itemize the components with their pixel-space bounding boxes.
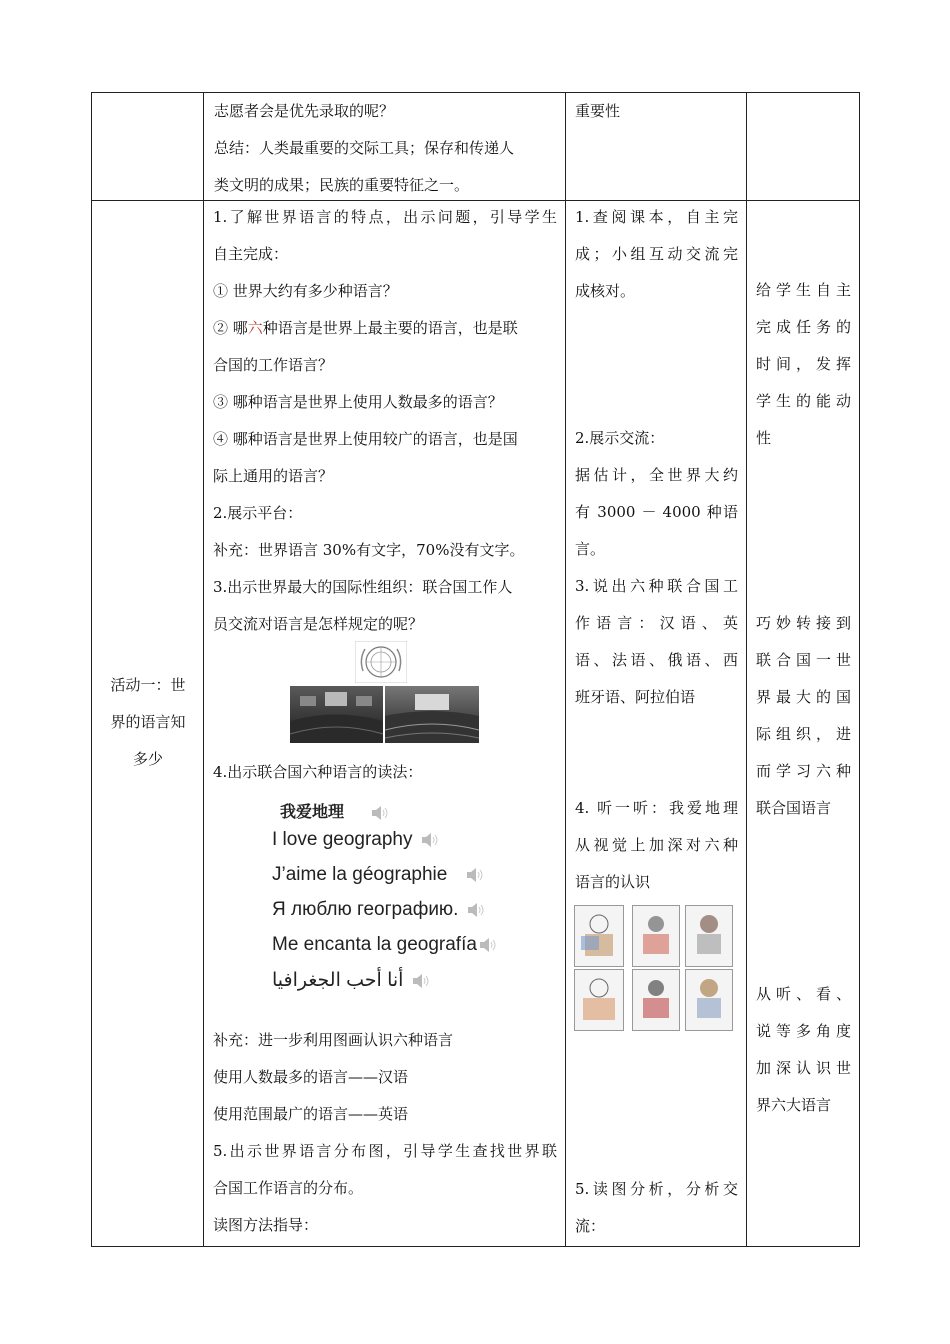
- teacher-activity-cell-3: [213, 1022, 557, 1244]
- text-line: 界的语言知: [110, 713, 186, 731]
- text-fragment: ② 哪: [213, 319, 248, 337]
- design-intent-1: [756, 272, 851, 457]
- text-line: 使用人数最多的语言——汉语: [213, 1068, 409, 1086]
- text-line: 5.读图分析，分析交: [575, 1180, 738, 1198]
- text-line: 从视觉上加深对六种: [575, 836, 738, 854]
- text-line: ④ 哪种语言是世界上使用较广的语言，也是国: [213, 430, 518, 448]
- language-text: Me encanta la geografía: [272, 934, 477, 955]
- speaker-icon[interactable]: [420, 831, 440, 849]
- child-illustration: [685, 905, 733, 967]
- col-divider: [746, 93, 747, 1246]
- text-line: 巧妙转接到: [756, 614, 851, 632]
- text-line: 言。: [575, 540, 606, 558]
- language-text: I love geography: [272, 829, 413, 850]
- text-line: 给学生自主: [756, 281, 851, 299]
- text-line: 而学习六种: [756, 762, 851, 780]
- text-line: 联合国一世: [756, 651, 851, 669]
- language-french: [272, 864, 485, 886]
- text-line: 语、法语、俄语、西: [575, 651, 738, 669]
- text-line: 4. 听一听：我爱地理: [575, 799, 738, 817]
- text-line: 1.查阅课本，自主完: [575, 208, 738, 226]
- speaker-icon[interactable]: [478, 936, 498, 954]
- student-activity-cell-2: [575, 420, 738, 716]
- design-intent-3: [756, 976, 851, 1124]
- text-line: 际组织，进: [756, 725, 851, 743]
- text-line: 界最大的国: [756, 688, 851, 706]
- text-line: 性: [756, 429, 772, 447]
- text-line: 说等多角度: [756, 1022, 851, 1040]
- text-line: 时间，发挥: [756, 355, 851, 373]
- language-text: J’aime la géographie: [272, 864, 448, 885]
- text-fragment: 种语言是世界上最主要的语言，也是联: [262, 319, 518, 337]
- child-illustration: [632, 969, 680, 1031]
- text-line: 合国工作语言的分布。: [213, 1179, 364, 1197]
- language-text: 我爱地理: [280, 804, 345, 821]
- speaker-icon[interactable]: [411, 972, 431, 990]
- speaker-icon[interactable]: [466, 901, 486, 919]
- row1-student-cell: [575, 93, 620, 130]
- text-line: 学生的能动: [756, 392, 851, 410]
- activity-title: [92, 667, 204, 778]
- teacher-activity-cell-2: [213, 754, 557, 791]
- text-line: 重要性: [575, 102, 621, 120]
- language-russian: [272, 899, 486, 921]
- child-illustration: [574, 905, 624, 967]
- text-line: 多少: [132, 750, 163, 768]
- col-divider: [565, 93, 566, 1246]
- un-assembly-photo: [290, 686, 383, 743]
- text-line: 有 3000 － 4000 种语: [575, 503, 738, 521]
- language-text: أنا أحب الجغرافيا: [272, 970, 404, 991]
- text-line: 合国的工作语言？: [213, 356, 334, 374]
- text-line: 自主完成：: [213, 245, 289, 263]
- teacher-activity-cell: [213, 199, 557, 643]
- text-line: 流：: [575, 1217, 606, 1235]
- lesson-plan-table: [91, 92, 860, 1247]
- text-line: 3.出示世界最大的国际性组织：联合国工作人: [213, 578, 513, 596]
- text-line: 语言的认识: [575, 873, 651, 891]
- un-conference-photo: [385, 686, 479, 743]
- text-line: 志愿者会是优先录取的呢？: [214, 102, 395, 120]
- text-line: 3.说出六种联合国工: [575, 577, 738, 595]
- text-line: 班牙语、阿拉伯语: [575, 688, 696, 706]
- student-activity-cell: [575, 199, 738, 310]
- text-line: 总结：人类最重要的交际工具；保存和传递人: [214, 139, 515, 157]
- text-line: 作语言：汉语、英: [575, 614, 738, 632]
- text-line: 补充：进一步利用图画认识六种语言: [213, 1031, 454, 1049]
- child-illustration: [632, 905, 680, 967]
- text-line: ③ 哪种语言是世界上使用人数最多的语言？: [213, 393, 503, 411]
- text-line: 员交流对语言是怎样规定的呢？: [213, 615, 424, 633]
- child-illustration: [685, 969, 733, 1031]
- text-line: 完成任务的: [756, 318, 851, 336]
- language-spanish: [272, 934, 498, 956]
- language-arabic: [272, 969, 431, 992]
- child-illustration: [574, 969, 624, 1031]
- text-line: 联合国语言: [756, 799, 832, 817]
- text-line: ① 世界大约有多少种语言？: [213, 282, 398, 300]
- text-line: 从听、看、: [756, 985, 851, 1003]
- text-line: 2.展示交流：: [575, 429, 665, 447]
- text-line: 5.出示世界语言分布图，引导学生查找世界联: [213, 1142, 557, 1160]
- speaker-icon[interactable]: [370, 804, 390, 822]
- student-activity-cell-4: [575, 1171, 738, 1245]
- text-line: 据估计，全世界大约: [575, 466, 738, 484]
- text-line: 活动一：世: [110, 676, 186, 694]
- text-line: 加深认识世: [756, 1059, 851, 1077]
- text-line: 类文明的成果；民族的重要特征之一。: [214, 176, 470, 194]
- language-chinese: [280, 799, 390, 822]
- row1-teacher-cell: [214, 93, 514, 204]
- text-line: 4.出示联合国六种语言的读法：: [213, 763, 423, 781]
- text-line: 2.展示平台：: [213, 504, 303, 522]
- text-line: 成；小组互动交流完: [575, 245, 738, 263]
- design-intent-2: [756, 605, 851, 827]
- highlighted-text: 六: [247, 319, 263, 337]
- text-line: 读图方法指导：: [213, 1216, 319, 1234]
- text-line: 1.了解世界语言的特点，出示问题，引导学生: [213, 208, 557, 226]
- student-activity-cell-3: [575, 790, 738, 901]
- text-line: 补充：世界语言 30%有文字，70%没有文字。: [213, 541, 525, 559]
- text-line: 使用范围最广的语言——英语: [213, 1105, 409, 1123]
- un-emblem-image: [355, 641, 407, 683]
- text-line: 成核对。: [575, 282, 636, 300]
- language-text: Я люблю географию.: [272, 899, 459, 920]
- text-line: [213, 310, 557, 347]
- speaker-icon[interactable]: [465, 866, 485, 884]
- language-english: [272, 829, 440, 851]
- text-line: 际上通用的语言？: [213, 467, 334, 485]
- text-line: 界六大语言: [756, 1096, 832, 1114]
